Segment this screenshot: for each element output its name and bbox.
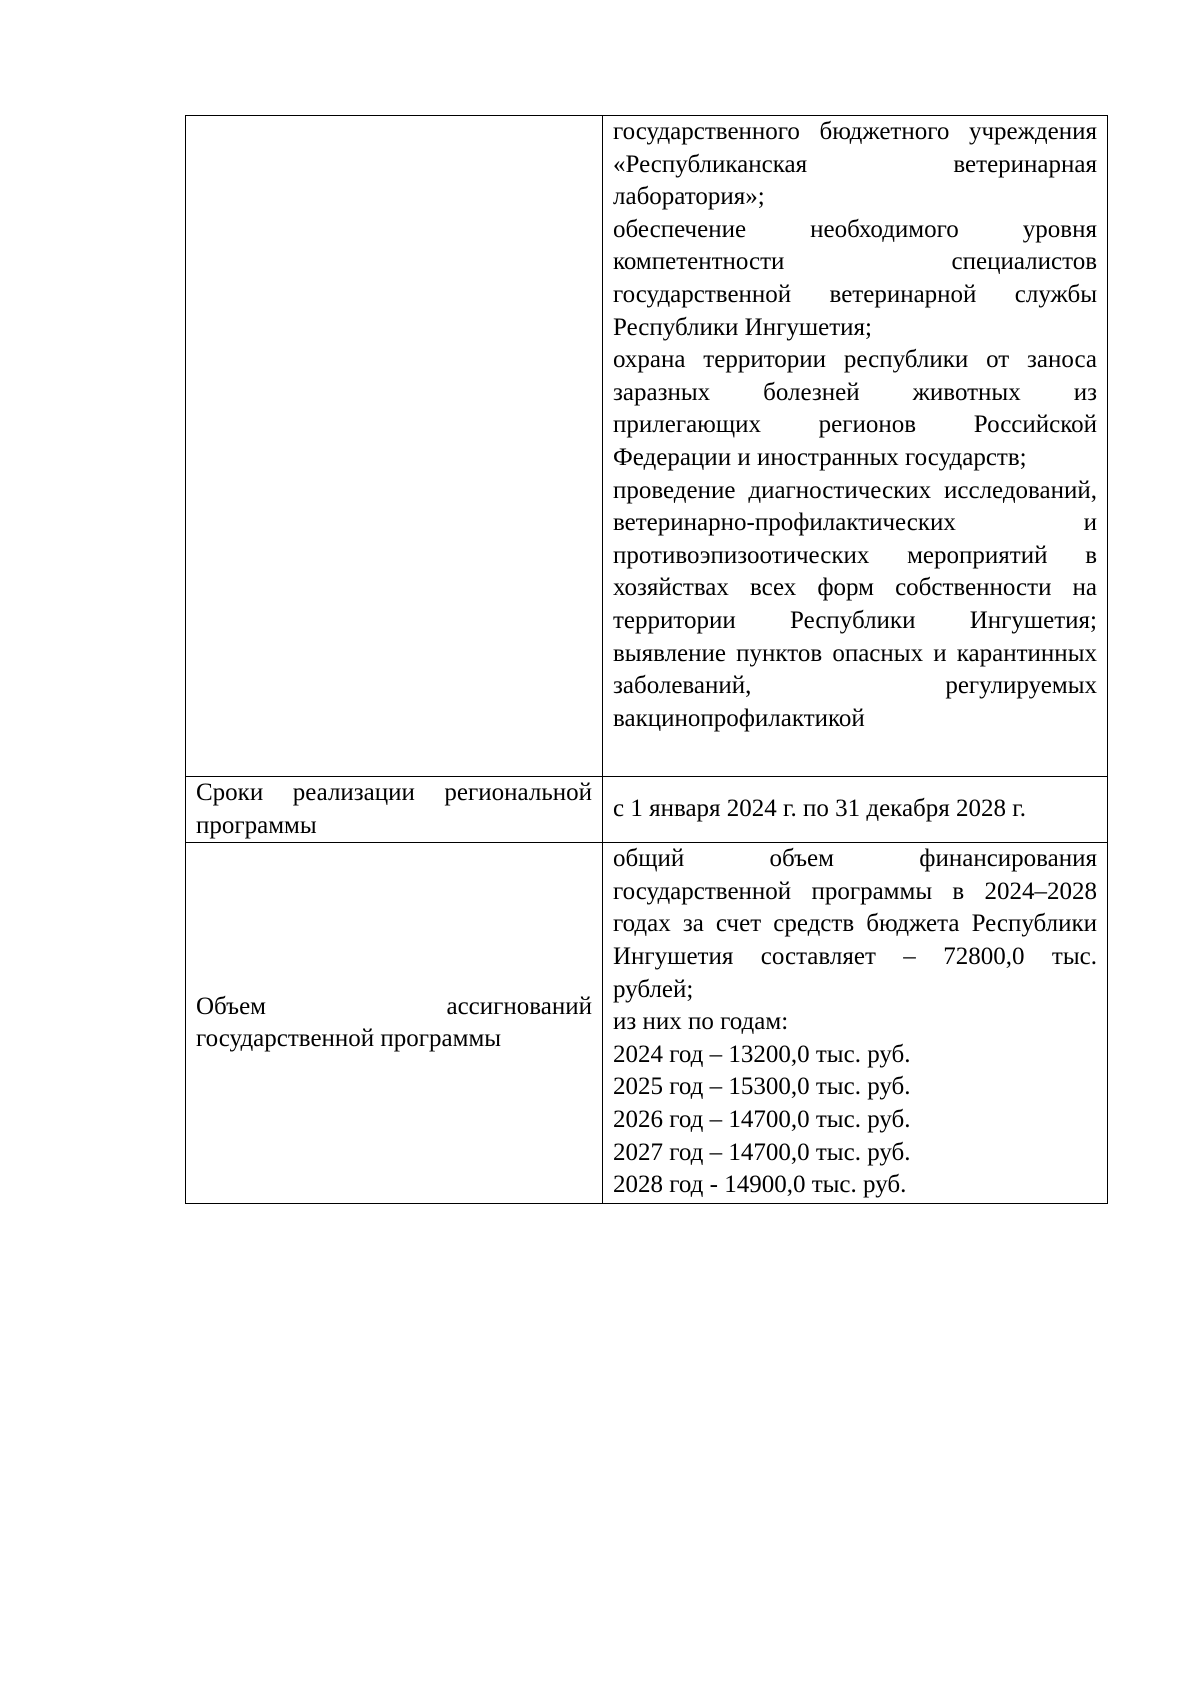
funding-year-line: 2028 год - 14900,0 тыс. руб. <box>613 1171 907 1199</box>
table-cell-objectives <box>603 116 1108 777</box>
funding-by-years-title: из них по годам: <box>613 1008 789 1036</box>
objective-paragraph: государственного бюджетного учреждения «Республиканская ветеринарная лаборатория»; <box>613 118 1097 211</box>
funding-year-line: 2024 год – 13200,0 тыс. руб. <box>613 1040 911 1068</box>
table-cell-label-empty <box>186 116 603 777</box>
objective-paragraph: обеспечение необходимого уровня компетентности специалистов государственной ветеринарной службы Республики Ингушетия; <box>613 215 1097 341</box>
table-row-funding <box>186 843 1108 1204</box>
funding-intro: общий объем финансирования государственной программы в 2024–2028 годах за счет средств бюджета Республики Ингушетия составляет – 72800,0 тыс. рублей; <box>613 845 1097 1003</box>
funding-year-line: 2026 год – 14700,0 тыс. руб. <box>613 1105 911 1133</box>
table-row-objectives <box>186 116 1108 777</box>
table-cell-timeline-label: Сроки реализации региональной программы <box>186 777 603 843</box>
funding-year-line: 2027 год – 14700,0 тыс. руб. <box>613 1138 911 1166</box>
table-cell-funding-label: Объем ассигнований государственной программы <box>186 843 603 1204</box>
funding-year-line: 2025 год – 15300,0 тыс. руб. <box>613 1073 911 1101</box>
program-passport-table <box>185 115 1108 1204</box>
objective-paragraph: проведение диагностических исследований, ветеринарно-профилактических и противоэпизоотических мероприятий в хозяйствах всех форм собственности на территории Республики Ингушетия; выявление пунктов опасных и карантинных заболеваний, регулируемых вакцинопрофилактикой <box>613 476 1097 732</box>
objective-paragraph: охрана территории республики от заноса заразных болезней животных из прилегающих регионов Российской Федерации и иностранных государств; <box>613 346 1097 471</box>
table-row-timeline <box>186 777 1108 843</box>
table-cell-funding-value <box>603 843 1108 1204</box>
table-cell-timeline-value: с 1 января 2024 г. по 31 декабря 2028 г. <box>603 777 1108 843</box>
